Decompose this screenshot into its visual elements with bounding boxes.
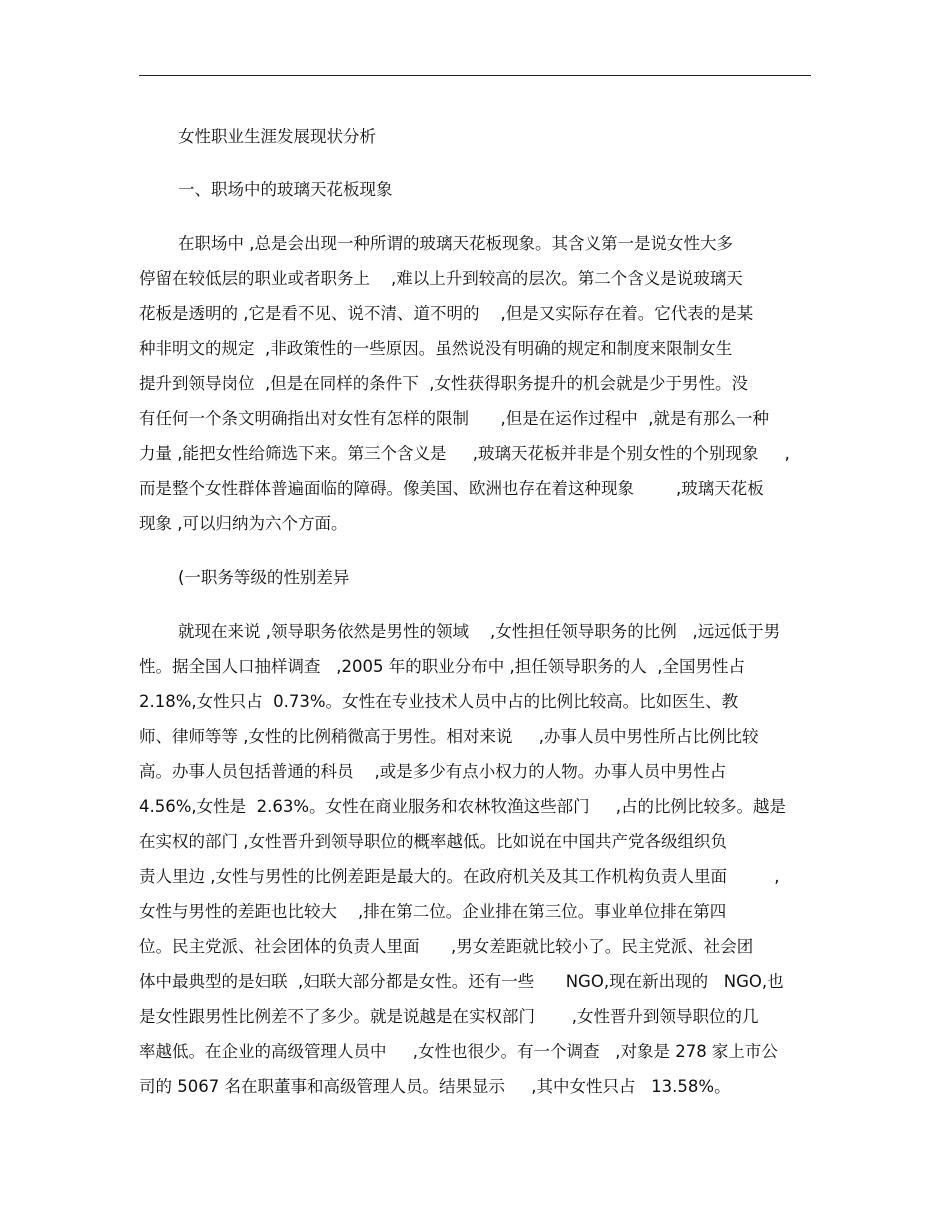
paragraph-line: 种非明文的规定 ,非政策性的一些原因。虽然说没有明确的规定和制度来限制女生 bbox=[139, 339, 733, 358]
paragraph-line: 花板是透明的 ,它是看不见、说不清、道不明的 ,但是又实际存在着。它代表的是某 bbox=[139, 304, 754, 323]
section-heading: 一、职场中的玻璃天花板现象 bbox=[178, 180, 393, 199]
paragraph-line: 位。民主党派、社会团体的负责人里面 ,男女差距就比较小了。民主党派、社会团 bbox=[139, 937, 754, 956]
paragraph-line: 力量 ,能把女性给筛选下来。第三个含义是 ,玻璃天花板并非是个别女性的个别现象 , bbox=[139, 444, 790, 463]
paragraph-line: 就现在来说 ,领导职务依然是男性的领域 ,女性担任领导职务的比例 ,远远低于男 bbox=[178, 622, 781, 641]
header-rule bbox=[139, 75, 811, 76]
paragraph-line: 停留在较低层的职业或者职务上 ,难以上升到较高的层次。第二个含义是说玻璃天 bbox=[139, 269, 743, 288]
paragraph-line: 师、律师等等 ,女性的比例稍微高于男性。相对来说 ,办事人员中男性所占比例比较 bbox=[139, 727, 759, 746]
paragraph-line: 性。据全国人口抽样调查 ,2005 年的职业分布中 ,担任领导职务的人 ,全国男性占 bbox=[139, 657, 745, 676]
paragraph-line: 高。办事人员包括普通的科员 ,或是多少有点小权力的人物。办事人员中男性占 bbox=[139, 762, 727, 781]
paragraph-line: 2.18%,女性只占 0.73%。女性在专业技术人员中占的比例比较高。比如医生、教 bbox=[139, 692, 739, 711]
paragraph-line: 是女性跟男性比例差不了多少。就是说越是在实权部门 ,女性晋升到领导职位的几 bbox=[139, 1007, 759, 1026]
paragraph-line: 现象 ,可以归纳为六个方面。 bbox=[139, 514, 348, 533]
paragraph-line: 而是整个女性群体普遍面临的障碍。像美国、欧洲也存在着这种现象 ,玻璃天花板 bbox=[139, 479, 764, 498]
paragraph-line: 有任何一个条文明确指出对女性有怎样的限制 ,但是在运作过程中 ,就是有那么一种 bbox=[139, 409, 769, 428]
paragraph-line: 责人里边 ,女性与男性的比例差距是最大的。在政府机关及其工作机构负责人里面 , bbox=[139, 867, 780, 886]
paragraph-line: 女性与男性的差距也比较大 ,排在第二位。企业排在第三位。事业单位排在第四 bbox=[139, 902, 727, 921]
paragraph-line: 提升到领导岗位 ,但是在同样的条件下 ,女性获得职务提升的机会就是少于男性。没 bbox=[139, 374, 748, 393]
paragraph-line: 体中最典型的是妇联 ,妇联大部分都是女性。还有一些 NGO,现在新出现的 NGO,也 bbox=[139, 972, 784, 991]
paragraph-line: 司的 5067 名在职董事和高级管理人员。结果显示 ,其中女性只占 13.58%。 bbox=[139, 1077, 731, 1096]
paragraph-line: 率越低。在企业的高级管理人员中 ,女性也很少。有一个调查 ,对象是 278 家上市公 bbox=[139, 1042, 778, 1061]
paragraph-line: 在职场中 ,总是会出现一种所谓的玻璃天花板现象。其含义第一是说女性大多 bbox=[178, 234, 733, 253]
paragraph-line: 4.56%,女性是 2.63%。女性在商业服务和农林牧渔这些部门 ,占的比例比较多。越是 bbox=[139, 797, 787, 816]
paragraph-line: 在实权的部门 ,女性晋升到领导职位的概率越低。比如说在中国共产党各级组织负 bbox=[139, 832, 727, 851]
subsection-heading: (一职务等级的性别差异 bbox=[178, 568, 350, 587]
document-title: 女性职业生涯发展现状分析 bbox=[178, 127, 376, 146]
